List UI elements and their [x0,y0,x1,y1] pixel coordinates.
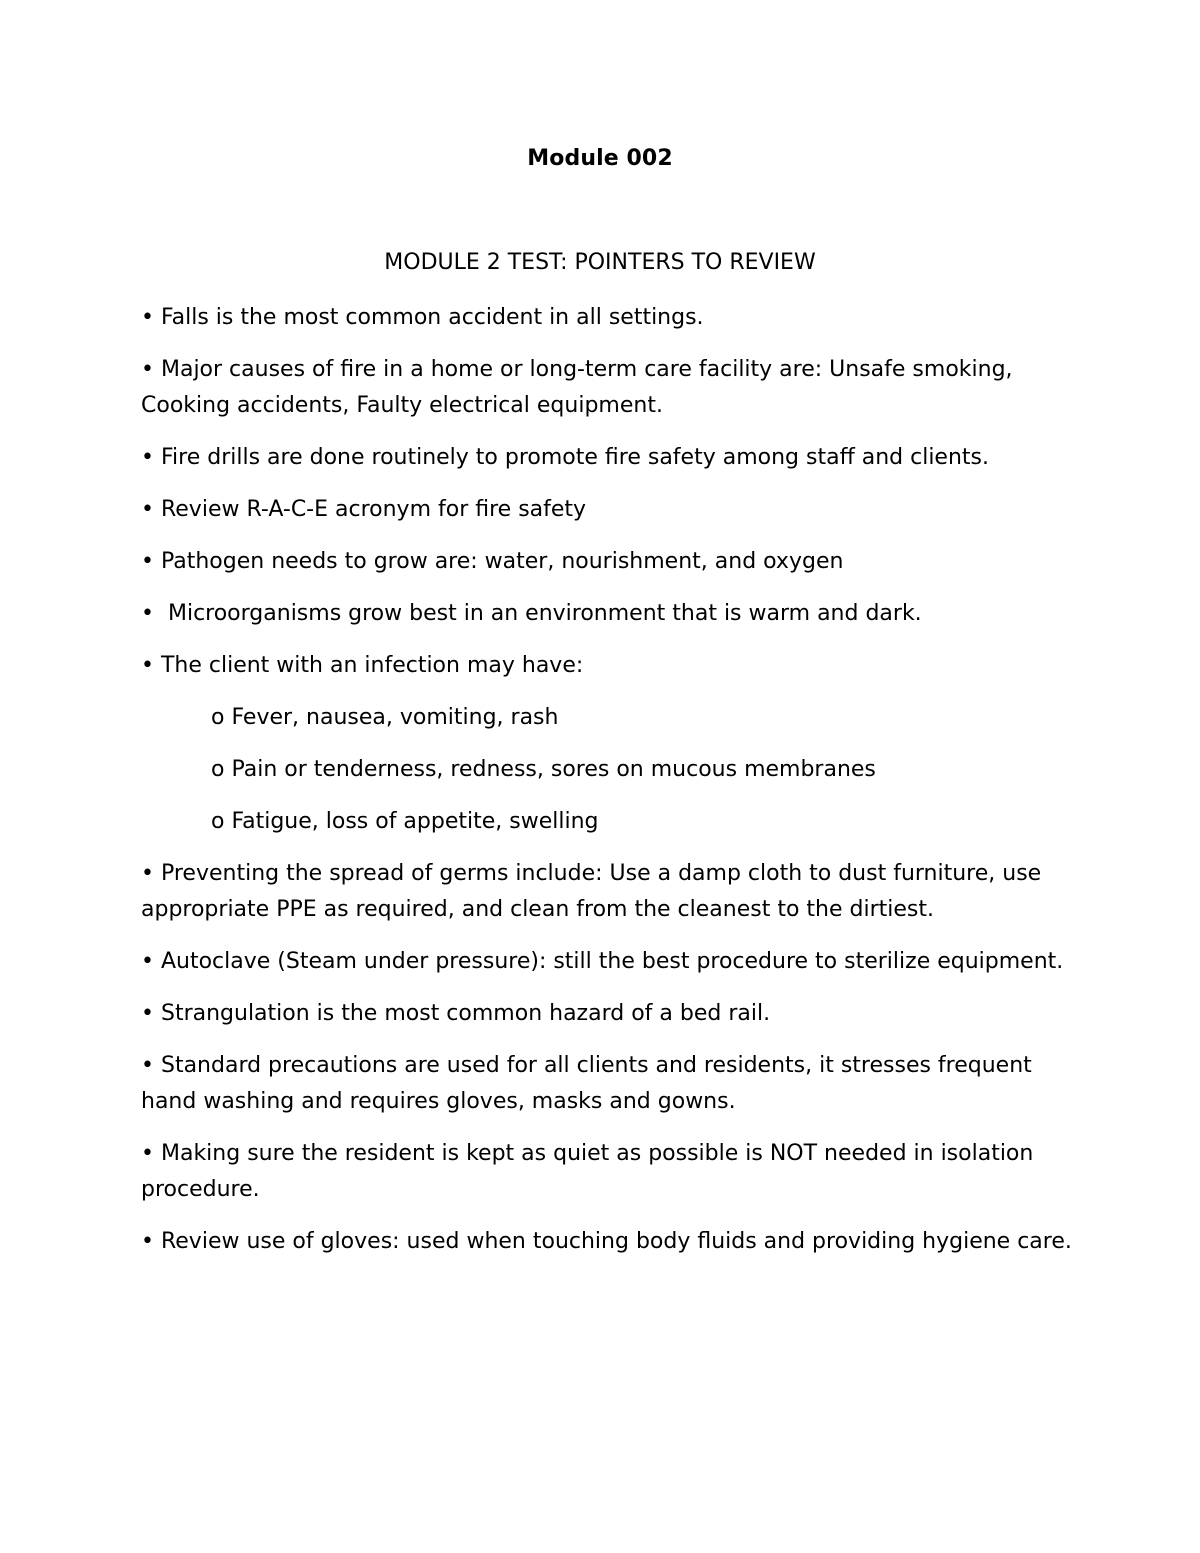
list-item [141,596,1081,632]
pointer-list [141,300,1081,1276]
bullet-mark: • [141,861,154,886]
list-item [141,1048,1081,1120]
bullet-mark: • [141,549,154,574]
document-subtitle: MODULE 2 TEST: POINTERS TO REVIEW [384,250,816,275]
list-item [141,1224,1081,1260]
bullet-mark: • [141,445,154,470]
sub-list-item [141,752,1081,788]
list-item [141,440,1081,476]
list-item-text: Pain or tenderness, redness, sores on mucous membranes [224,757,876,782]
list-item-text: Making sure the resident is kept as quiet as possible is NOT needed in isolation procedure. [141,1141,1041,1202]
list-item [141,1136,1081,1208]
bullet-mark: • [141,949,154,974]
list-item-text: The client with an infection may have: [153,653,584,678]
bullet-mark: • [141,1141,154,1166]
bullet-mark: • [141,497,154,522]
sub-bullet-mark: o [211,705,225,730]
list-item-text: Falls is the most common accident in all settings. [153,305,704,330]
list-item [141,856,1081,928]
list-item [141,944,1081,980]
sub-bullet-mark: o [211,809,225,834]
list-item [141,300,1081,336]
list-item [141,352,1081,424]
list-item-text: Major causes of fire in a home or long-term care facility are: Unsafe smoking, Cooking accidents, Faulty electrical equipment. [141,357,1020,418]
list-item-text: Fatigue, loss of appetite, swelling [224,809,599,834]
bullet-mark: • [141,601,154,626]
list-item-text: Fever, nausea, vomiting, rash [224,705,559,730]
bullet-mark: • [141,653,154,678]
list-item-text: Preventing the spread of germs include: Use a damp cloth to dust furniture, use appropriate PPE as required, and clean from the cleanest to the dirtiest. [141,861,1049,922]
list-item [141,648,1081,684]
list-item-text: Autoclave (Steam under pressure): still the best procedure to sterilize equipment. [153,949,1064,974]
list-item [141,996,1081,1032]
list-item-text: Microorganisms grow best in an environment that is warm and dark. [153,601,922,626]
bullet-mark: • [141,1229,154,1254]
list-item-text: Pathogen needs to grow are: water, nourishment, and oxygen [153,549,844,574]
list-item-text: Standard precautions are used for all clients and residents, it stresses frequent hand washing and requires gloves, masks and gowns. [141,1053,1039,1114]
document-title: Module 002 [527,146,673,171]
bullet-mark: • [141,305,154,330]
list-item [141,544,1081,580]
sub-list-item [141,700,1081,736]
bullet-mark: • [141,357,154,382]
list-item [141,492,1081,528]
list-item-text: Review R-A-C-E acronym for fire safety [153,497,587,522]
bullet-mark: • [141,1053,154,1078]
list-item-text: Fire drills are done routinely to promote fire safety among staff and clients. [153,445,989,470]
bullet-mark: • [141,1001,154,1026]
sub-bullet-mark: o [211,757,225,782]
list-item-text: Strangulation is the most common hazard of a bed rail. [153,1001,771,1026]
sub-list-item [141,804,1081,840]
list-item-text: Review use of gloves: used when touching body fluids and providing hygiene care. [153,1229,1072,1254]
